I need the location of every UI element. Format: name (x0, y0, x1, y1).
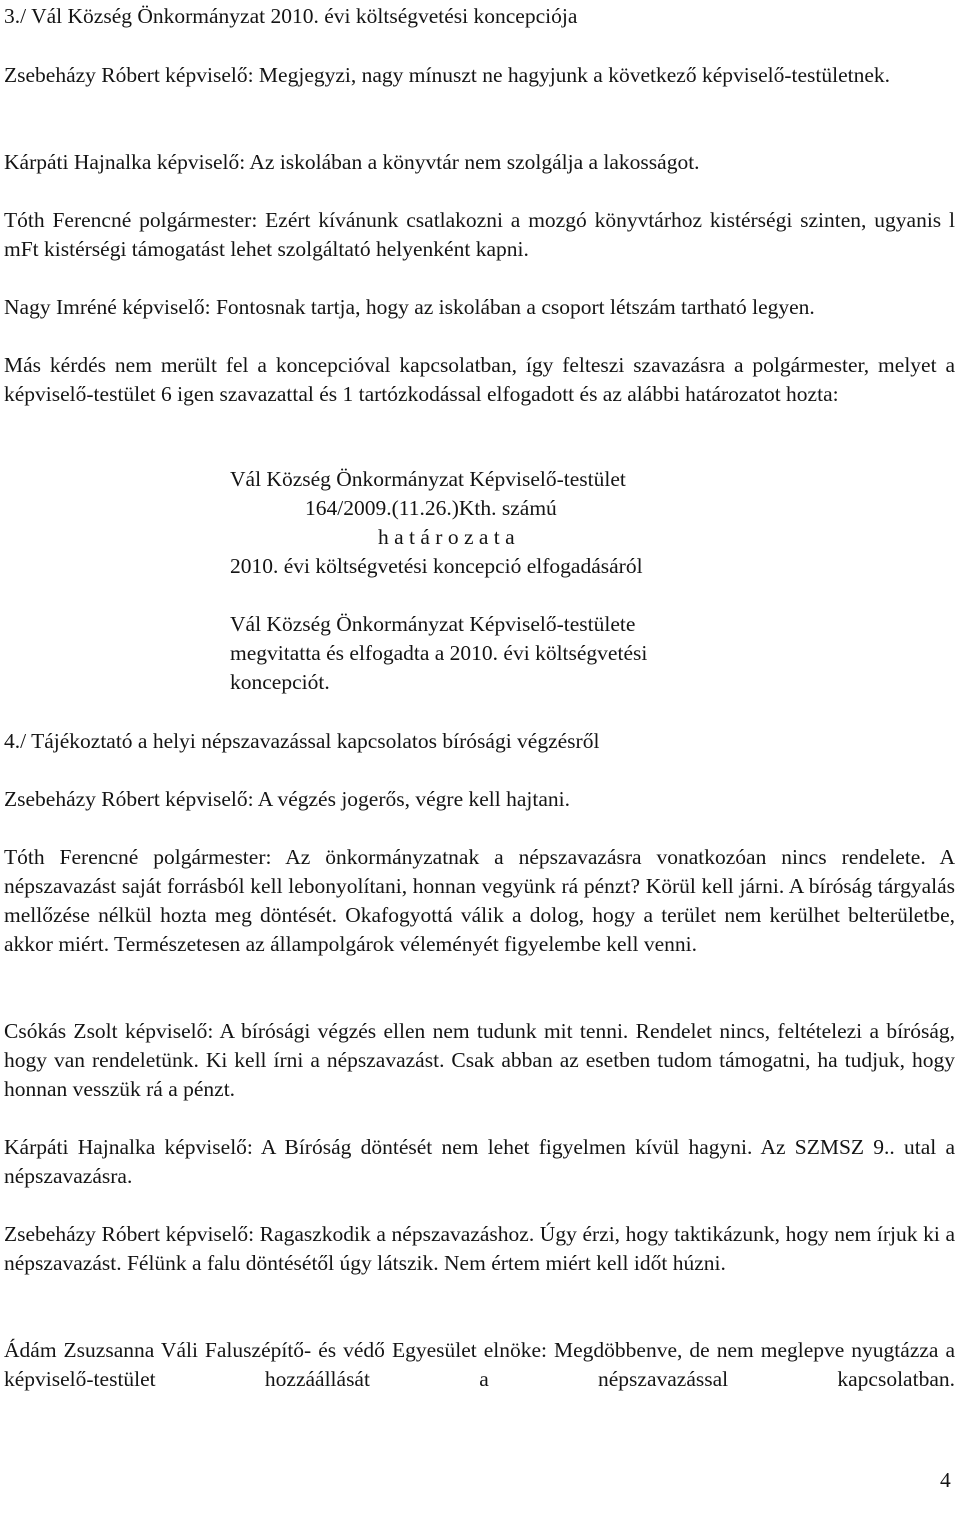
paragraph-karpati-1: Kárpáti Hajnalka képviselő: Az iskolában a könyvtár nem szolgálja a lakosságot. (4, 150, 700, 174)
resolution-subject: 2010. évi költségvetési koncepció elfogadásáról (230, 554, 643, 578)
resolution-text-line: Vál Község Önkormányzat Képviselő-testülete (230, 612, 636, 636)
paragraph-adam: Ádám Zsuzsanna Váli Faluszépítő- és védő Egyesület elnöke: Megdöbbenve, de nem meglepve nyugtázza a képviselő-testület hozzáállását a népszavazással kapcsolatban. (4, 1338, 955, 1391)
paragraph-nagy-1: Nagy Imréné képviselő: Fontosnak tartja, hogy az iskolában a csoport létszám tartható legyen. (4, 295, 815, 319)
section-3-heading: 3./ Vál Község Önkormányzat 2010. évi költségvetési koncepciója (4, 4, 578, 28)
paragraph-zsebehazy-2: Zsebeházy Róbert képviselő: A végzés jogerős, végre kell hajtani. (4, 787, 570, 811)
paragraph-toth-1: Tóth Ferencné polgármester: Ezért kívánunk csatlakozni a mozgó könyvtárhoz kistérségi szinten, ugyanis l mFt kistérségi támogatást lehet szolgáltató helyenként kapni. (4, 208, 955, 261)
page-number: 4 (940, 1468, 951, 1492)
paragraph-vote-summary: Más kérdés nem merült fel a koncepcióval kapcsolatban, így felteszi szavazásra a polgármester, melyet a képviselő-testület 6 igen szavazattal és 1 tartózkodással elfogadott és az alábbi határozatot hozta: (4, 353, 955, 406)
paragraph-toth-2: Tóth Ferencné polgármester: Az önkormányzatnak a népszavazásra vonatkozóan nincs rendelete. A népszavazást saját forrásból kell lebonyolítani, honnan vegyünk rá pénzt? Körül kell járni. A bíróság tárgyalás mellőzése nélkül hozta meg döntését. Okafogyottá válik a dolog, hogy a terület nem kerülhet belterületbe, akkor miért. Természetesen az állampolgárok véleményét figyelembe kell venni. (4, 845, 955, 956)
paragraph-zsebehazy-3: Zsebeházy Róbert képviselő: Ragaszkodik a népszavazáshoz. Úgy érzi, hogy taktikázunk, hogy nem írjuk ki a népszavazást. Félünk a falu döntésétől úgy látszik. Nem értem miért kell időt húzni. (4, 1222, 955, 1275)
resolution-text (230, 610, 647, 697)
paragraph-zsebehazy-1: Zsebeházy Róbert képviselő: Megjegyzi, nagy mínuszt ne hagyjunk a következő képviselő-testületnek. (4, 63, 891, 87)
resolution-word: h a t á r o z a t a (378, 525, 515, 549)
resolution-header (230, 465, 643, 581)
resolution-body: Vál Község Önkormányzat Képviselő-testület (230, 467, 626, 491)
resolution-text-line: koncepciót. (230, 670, 330, 694)
section-4-heading: 4./ Tájékoztató a helyi népszavazással kapcsolatos bírósági végzésről (4, 729, 600, 753)
paragraph-karpati-2: Kárpáti Hajnalka képviselő: A Bíróság döntését nem lehet figyelmen kívül hagyni. Az SZMSZ 9.. utal a népszavazásra. (4, 1135, 955, 1188)
paragraph-csokas: Csókás Zsolt képviselő: A bírósági végzés ellen nem tudunk mit tenni. Rendelet nincs, feltételezi a bíróság, hogy van rendeletünk. Ki kell írni a népszavazást. Csak abban az esetben tudom támogatni, ha tudjuk, hogy honnan vesszük rá a pénzt. (4, 1019, 955, 1101)
resolution-text-line: megvitatta és elfogadta a 2010. évi költségvetési (230, 641, 648, 665)
resolution-number: 164/2009.(11.26.)Kth. számú (305, 496, 557, 520)
